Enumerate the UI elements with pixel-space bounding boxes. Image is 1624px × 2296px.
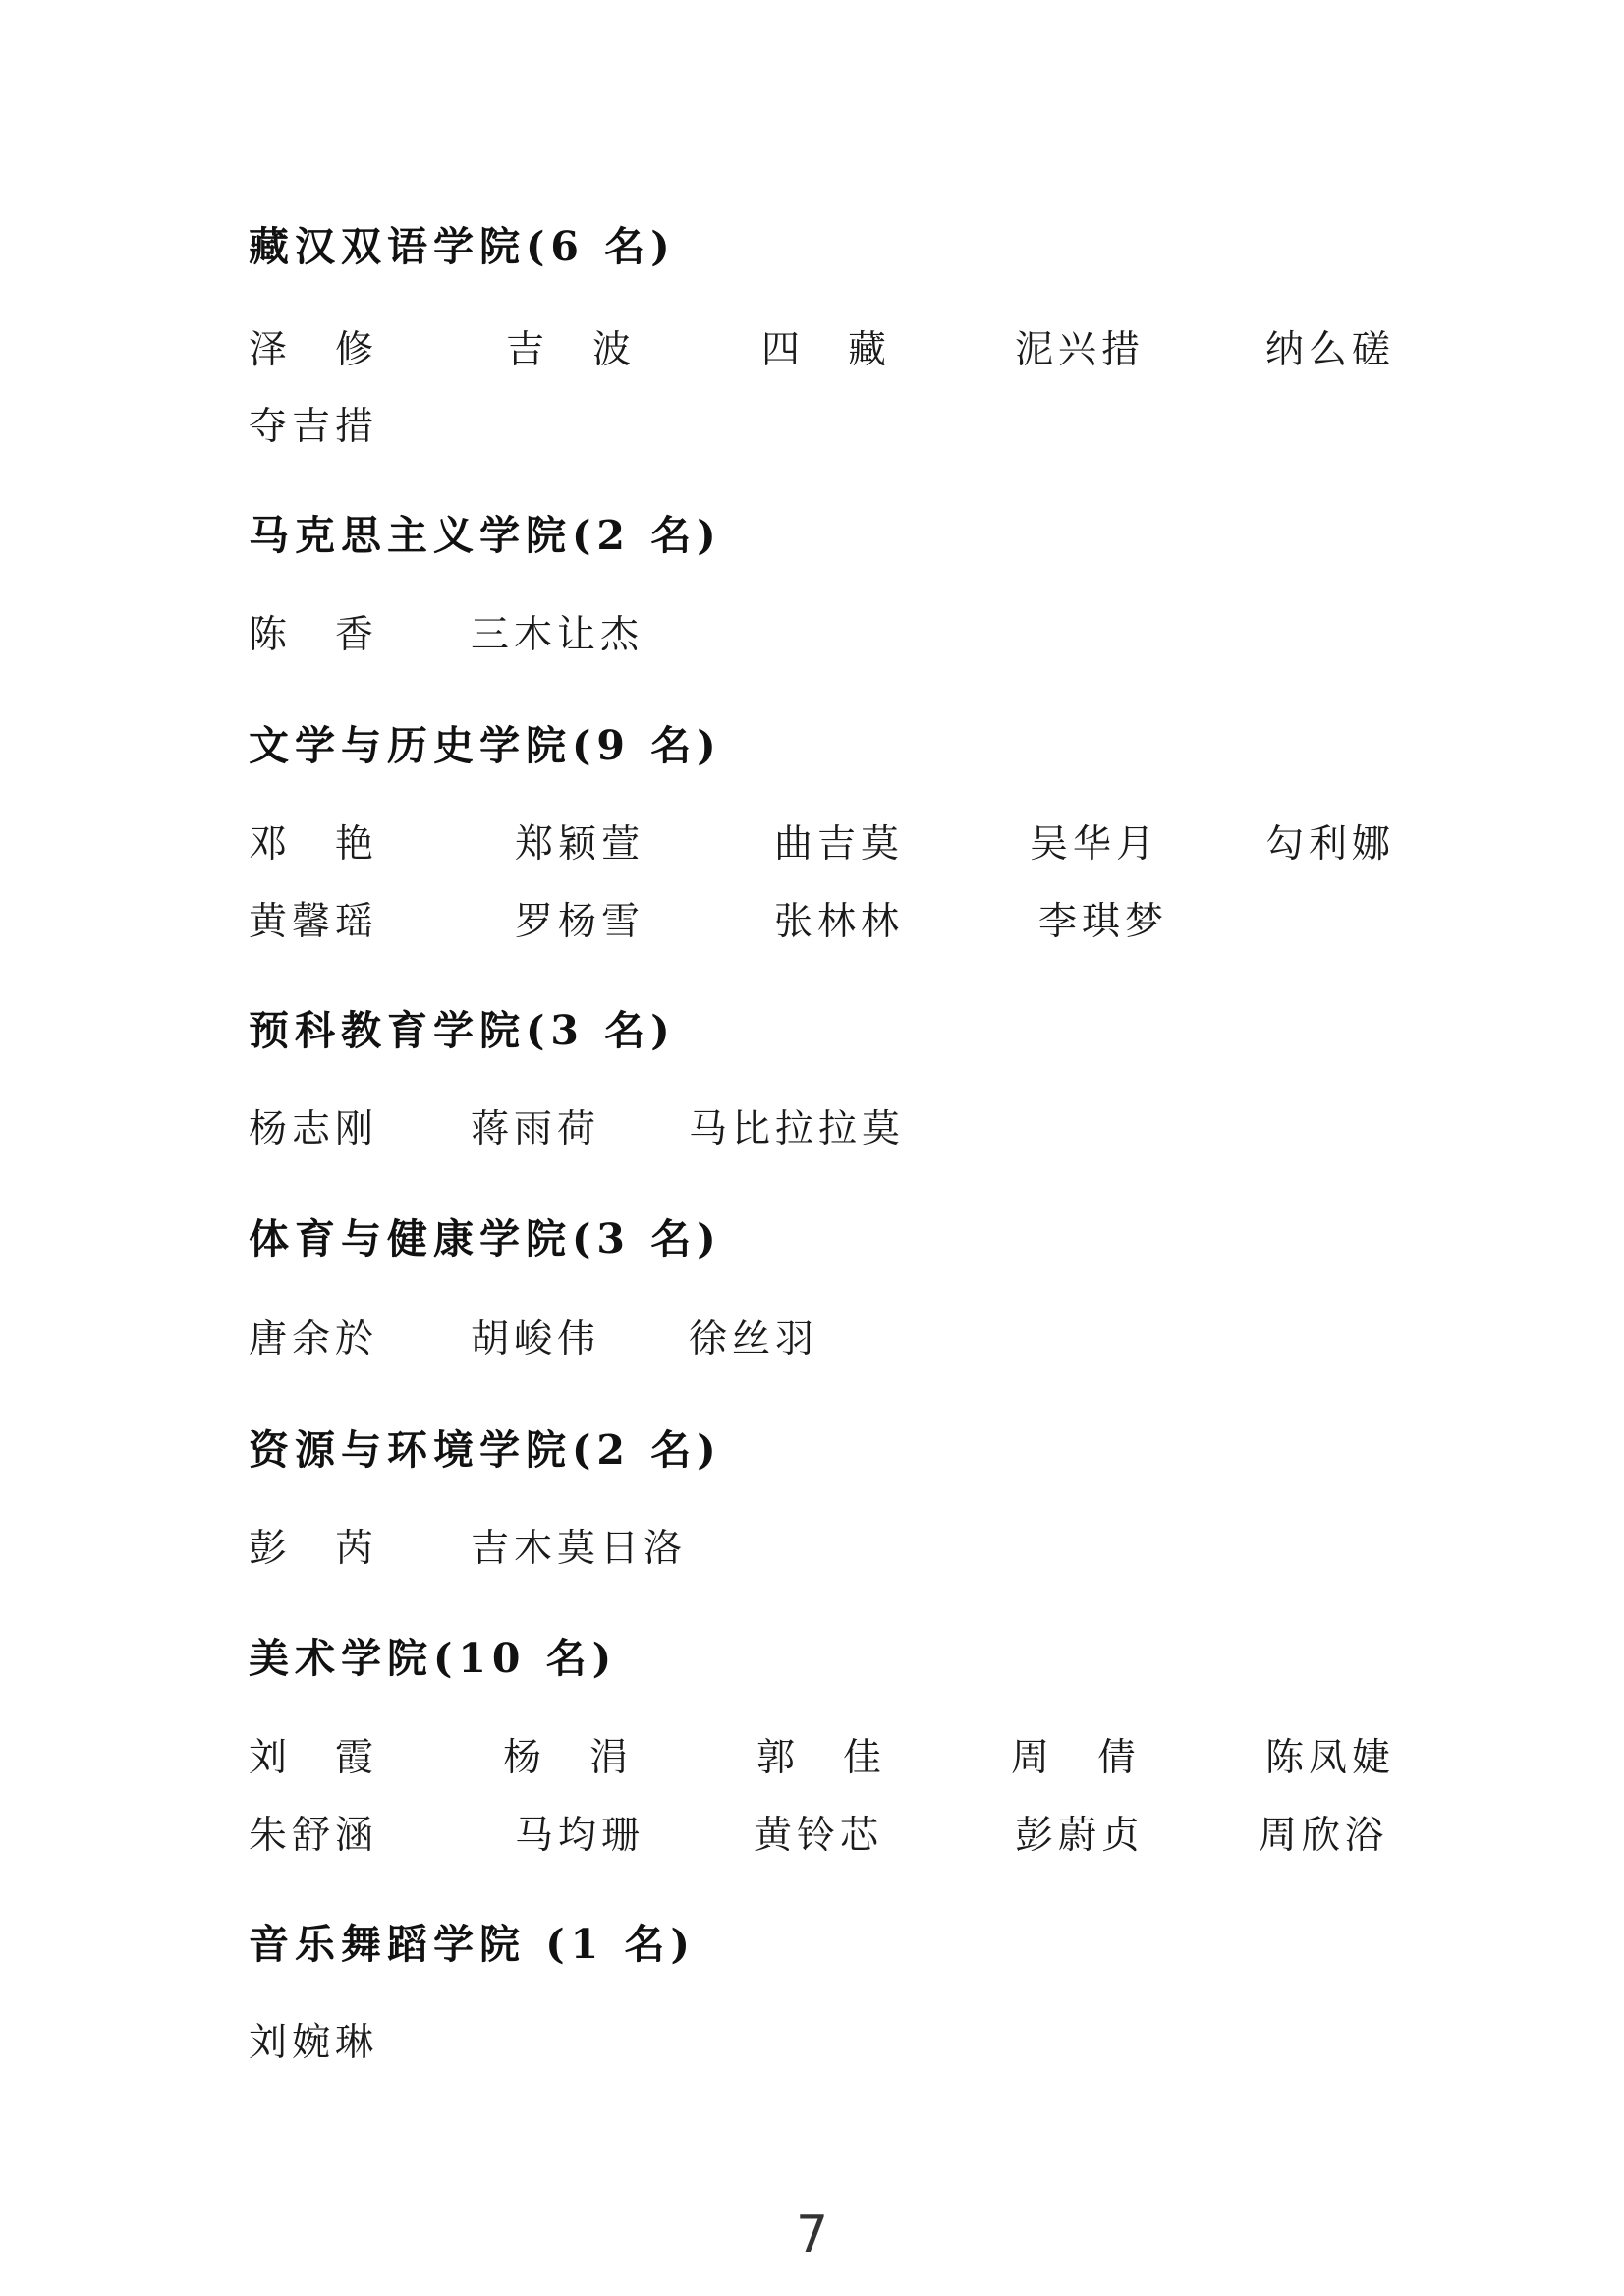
- student-name: 杨志刚: [249, 1107, 379, 1151]
- student-name: 吉木莫日洛: [471, 1527, 688, 1571]
- student-name: 蒋雨荷: [471, 1107, 601, 1151]
- student-name: 刘 霞: [249, 1736, 379, 1780]
- student-name: 郭 佳: [756, 1736, 887, 1780]
- section-heading-preparatory-education: 预科教育学院(3 名): [249, 1007, 676, 1054]
- student-name: 唐余於: [249, 1317, 379, 1362]
- student-name: 吉 波: [506, 328, 637, 372]
- section-heading-tibetan-chinese-bilingual: 藏汉双语学院(6 名): [249, 223, 676, 270]
- student-name: 泽 修: [249, 328, 379, 372]
- student-name: 彭蔚贞: [1015, 1814, 1146, 1858]
- student-name: 三木让杰: [471, 613, 644, 657]
- student-name: 曲吉莫: [774, 822, 905, 867]
- section-heading-music-dance: 音乐舞蹈学院 (1 名): [249, 1921, 696, 1968]
- student-name: 刘婉琳: [249, 2021, 379, 2065]
- student-name: 张林林: [774, 900, 905, 944]
- student-name: 四 藏: [761, 328, 892, 372]
- section-heading-resources-environment: 资源与环境学院(2 名): [249, 1427, 722, 1474]
- section-heading-sports-health: 体育与健康学院(3 名): [249, 1215, 722, 1262]
- student-name: 马比拉拉莫: [689, 1107, 906, 1151]
- section-heading-literature-history: 文学与历史学院(9 名): [249, 722, 722, 769]
- student-name: 徐丝羽: [689, 1317, 819, 1362]
- page-number: 7: [795, 2206, 829, 2265]
- student-name: 马均珊: [515, 1814, 645, 1858]
- student-name: 黄馨瑶: [249, 900, 379, 944]
- student-name: 黄铃芯: [754, 1814, 884, 1858]
- student-name: 彭 芮: [249, 1527, 379, 1571]
- student-name: 罗杨雪: [515, 900, 645, 944]
- student-name: 勾利娜: [1265, 822, 1396, 867]
- student-name: 胡峻伟: [471, 1317, 601, 1362]
- student-name: 纳么磋: [1265, 328, 1396, 372]
- student-name: 夺吉措: [249, 405, 379, 449]
- student-name: 吴华月: [1030, 822, 1160, 867]
- section-heading-marxism: 马克思主义学院(2 名): [249, 512, 722, 559]
- student-name: 周 倩: [1011, 1736, 1142, 1780]
- student-name: 陈凤婕: [1265, 1736, 1396, 1780]
- student-name: 陈 香: [249, 613, 379, 657]
- student-name: 周欣浴: [1259, 1814, 1389, 1858]
- student-name: 郑颖萱: [515, 822, 645, 867]
- student-name: 泥兴措: [1015, 328, 1146, 372]
- student-name: 李琪梦: [1038, 900, 1169, 944]
- student-name: 邓 艳: [249, 822, 379, 867]
- section-heading-fine-arts: 美术学院(10 名): [249, 1635, 618, 1682]
- student-name: 杨 涓: [503, 1736, 634, 1780]
- student-name: 朱舒涵: [249, 1814, 379, 1858]
